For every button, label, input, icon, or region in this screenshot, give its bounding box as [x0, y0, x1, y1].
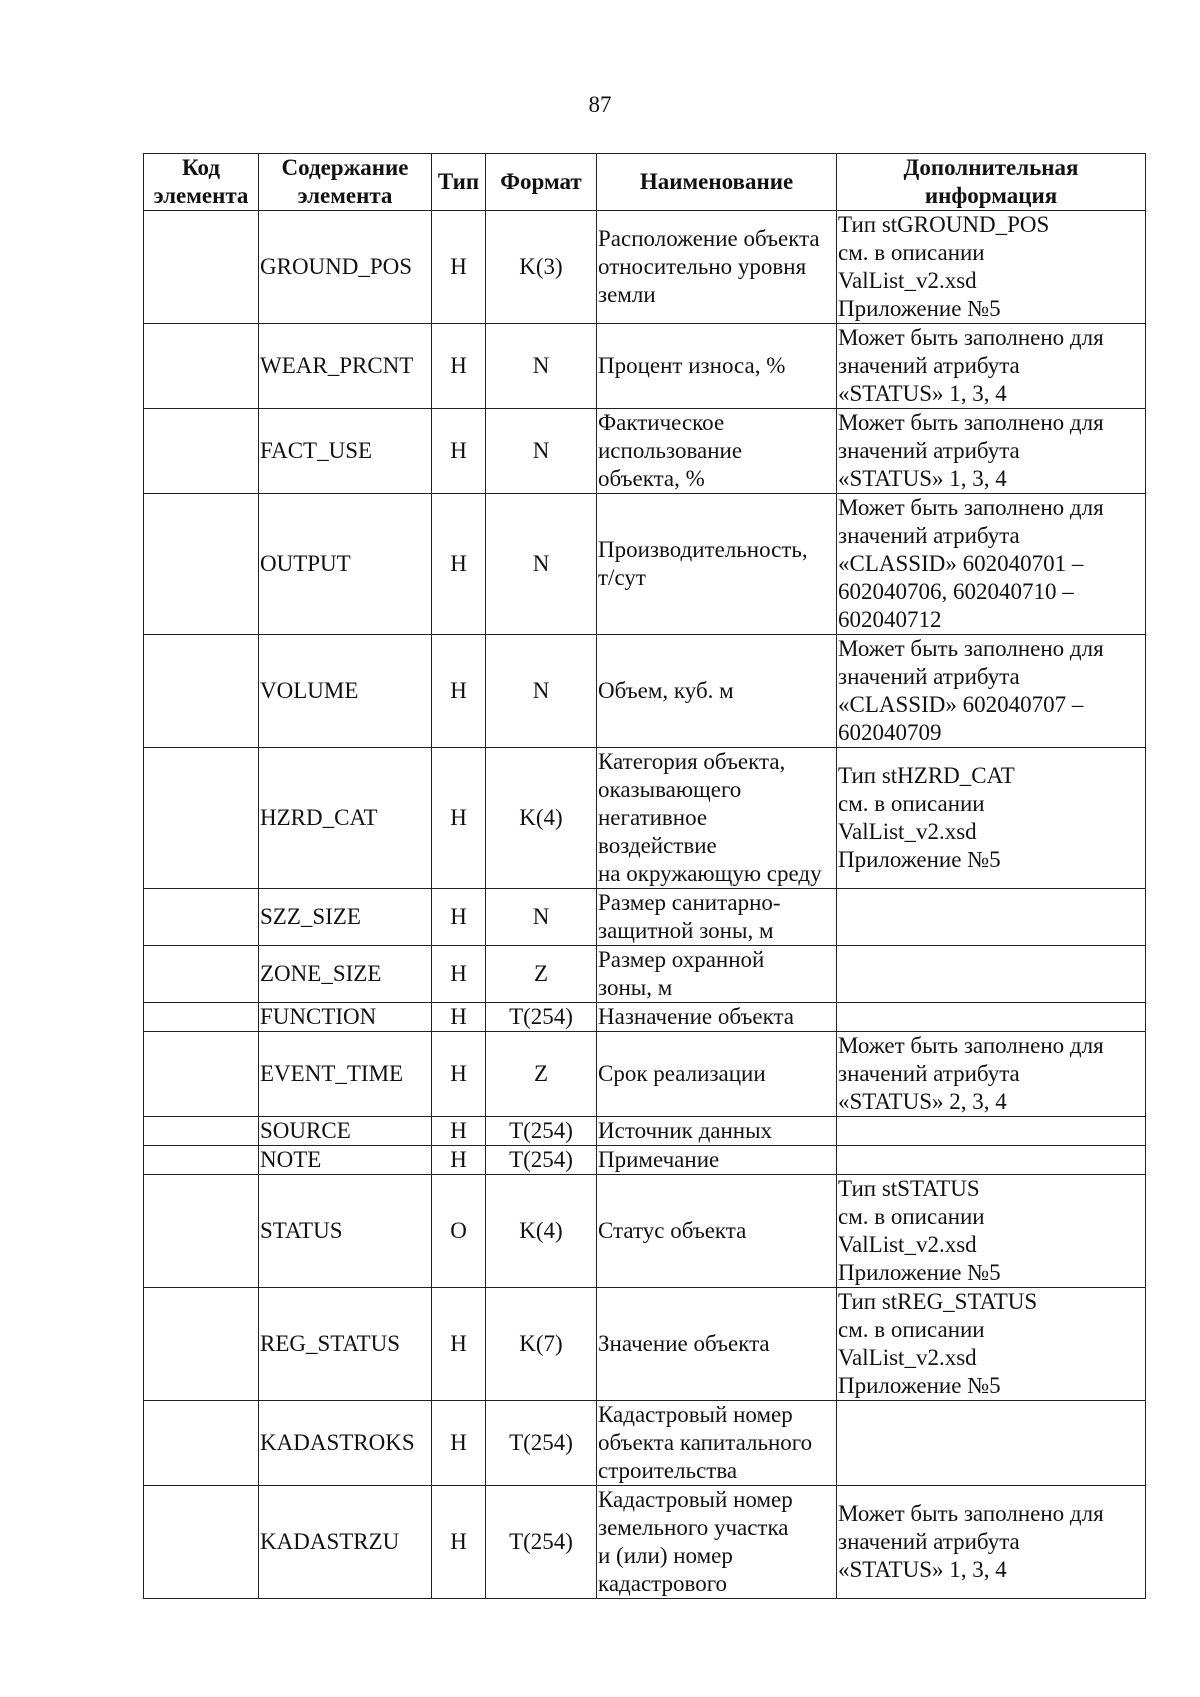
cell-code — [144, 1175, 259, 1288]
cell-name-line: относительно уровня — [598, 254, 807, 279]
cell-name-line: Кадастровый номер — [598, 1487, 793, 1512]
cell-code — [144, 211, 259, 324]
cell-type: Н — [432, 211, 486, 324]
table-row — [144, 1401, 1146, 1486]
cell-name-line: т/сут — [598, 565, 646, 590]
cell-format: Z — [486, 1032, 597, 1117]
cell-format: T(254) — [486, 1486, 597, 1599]
cell-content: REG_STATUS — [259, 1288, 432, 1401]
cell-extra — [837, 946, 1146, 1003]
cell-extra-line: 602040709 — [838, 720, 942, 745]
cell-content: STATUS — [259, 1175, 432, 1288]
cell-extra-line: ValList_v2.xsd — [838, 819, 977, 844]
cell-code — [144, 494, 259, 635]
cell-extra-line: Может быть заполнено для — [838, 495, 1104, 520]
cell-name-line: и (или) номер — [598, 1543, 733, 1568]
cell-content: ZONE_SIZE — [259, 946, 432, 1003]
cell-name — [597, 1032, 837, 1117]
cell-type: Н — [432, 1401, 486, 1486]
cell-extra — [837, 1032, 1146, 1117]
cell-name — [597, 1486, 837, 1599]
cell-extra-line: 602040712 — [838, 607, 942, 632]
attribute-table — [143, 153, 1146, 1599]
cell-name-line: земельного участка — [598, 1515, 789, 1540]
cell-name-line: строительства — [598, 1458, 738, 1483]
cell-type: О — [432, 1175, 486, 1288]
cell-extra-line: «STATUS» 1, 3, 4 — [838, 466, 1007, 491]
cell-content: FACT_USE — [259, 409, 432, 494]
cell-extra — [837, 1401, 1146, 1486]
cell-name-line: Источник данных — [598, 1118, 773, 1143]
cell-type: Н — [432, 889, 486, 946]
cell-extra-line: значений атрибута — [838, 1061, 1020, 1086]
cell-name-line: негативное — [598, 805, 708, 830]
cell-code — [144, 1401, 259, 1486]
cell-extra-line: см. в описании — [838, 791, 985, 816]
cell-type: Н — [432, 1288, 486, 1401]
table-row — [144, 946, 1146, 1003]
cell-format: K(4) — [486, 1175, 597, 1288]
cell-format: N — [486, 409, 597, 494]
header-content: Содержание элемента — [259, 154, 432, 211]
cell-name-line: использование — [598, 438, 743, 463]
cell-extra-line: Приложение №5 — [838, 296, 1001, 321]
cell-extra-line: «STATUS» 1, 3, 4 — [838, 1557, 1007, 1582]
header-code: Код элемента — [144, 154, 259, 211]
cell-extra-line: Тип stHZRD_CAT — [838, 763, 1015, 788]
cell-extra — [837, 409, 1146, 494]
cell-name — [597, 409, 837, 494]
cell-extra-line: значений атрибута — [838, 438, 1020, 463]
cell-content: HZRD_CAT — [259, 748, 432, 889]
cell-type: Н — [432, 1032, 486, 1117]
table-row — [144, 1117, 1146, 1146]
cell-code — [144, 409, 259, 494]
cell-name-line: Процент износа, % — [598, 353, 786, 378]
cell-format: N — [486, 324, 597, 409]
cell-name-line: на окружающую среду — [598, 861, 822, 886]
cell-format: Z — [486, 946, 597, 1003]
table-row — [144, 494, 1146, 635]
table-row — [144, 1032, 1146, 1117]
cell-format: K(7) — [486, 1288, 597, 1401]
table-row — [144, 324, 1146, 409]
cell-name — [597, 748, 837, 889]
cell-extra-line: см. в описании — [838, 1317, 985, 1342]
cell-name — [597, 1117, 837, 1146]
cell-content: GROUND_POS — [259, 211, 432, 324]
cell-extra-line: см. в описании — [838, 1204, 985, 1229]
cell-content: NOTE — [259, 1146, 432, 1175]
cell-code — [144, 946, 259, 1003]
cell-content: VOLUME — [259, 635, 432, 748]
cell-name — [597, 494, 837, 635]
cell-format: N — [486, 494, 597, 635]
cell-extra-line: Приложение №5 — [838, 1260, 1001, 1285]
cell-content: SZZ_SIZE — [259, 889, 432, 946]
cell-name — [597, 1175, 837, 1288]
cell-name-line: Примечание — [598, 1147, 720, 1172]
cell-format: T(254) — [486, 1401, 597, 1486]
cell-content: KADASTROKS — [259, 1401, 432, 1486]
cell-code — [144, 748, 259, 889]
cell-name — [597, 1401, 837, 1486]
table-header-row — [144, 154, 1146, 211]
cell-name — [597, 889, 837, 946]
table-row — [144, 889, 1146, 946]
cell-name-line: Срок реализации — [598, 1061, 766, 1086]
cell-extra-line: 602040706, 602040710 – — [838, 579, 1074, 604]
table-row — [144, 635, 1146, 748]
cell-extra — [837, 748, 1146, 889]
cell-name — [597, 1288, 837, 1401]
cell-extra-line: Может быть заполнено для — [838, 1501, 1104, 1526]
cell-content: EVENT_TIME — [259, 1032, 432, 1117]
cell-name-line: Категория объекта, — [598, 749, 786, 774]
cell-name-line: Значение объекта — [598, 1331, 770, 1356]
cell-name-line: зоны, м — [598, 975, 673, 1000]
cell-extra-line: «CLASSID» 602040701 – — [838, 551, 1084, 576]
cell-name-line: Производительность, — [598, 537, 808, 562]
cell-extra-line: см. в описании — [838, 240, 985, 265]
cell-code — [144, 635, 259, 748]
cell-code — [144, 1486, 259, 1599]
cell-extra-line: ValList_v2.xsd — [838, 1345, 977, 1370]
cell-extra — [837, 1146, 1146, 1175]
cell-extra-line: ValList_v2.xsd — [838, 1232, 977, 1257]
cell-name-line: Фактическое — [598, 410, 725, 435]
cell-name — [597, 1003, 837, 1032]
cell-code — [144, 1146, 259, 1175]
cell-name-line: объекта, % — [598, 466, 705, 491]
cell-format: T(254) — [486, 1146, 597, 1175]
cell-code — [144, 1288, 259, 1401]
cell-extra — [837, 211, 1146, 324]
cell-name — [597, 946, 837, 1003]
cell-code — [144, 324, 259, 409]
cell-name — [597, 324, 837, 409]
cell-name — [597, 1146, 837, 1175]
cell-format: K(3) — [486, 211, 597, 324]
header-extra: Дополнительная информация — [837, 154, 1146, 211]
table-row — [144, 1288, 1146, 1401]
cell-extra-line: Тип stGROUND_POS — [838, 212, 1050, 237]
cell-name — [597, 211, 837, 324]
cell-extra-line: Приложение №5 — [838, 1373, 1001, 1398]
cell-name-line: кадастрового — [598, 1571, 728, 1596]
cell-format: T(254) — [486, 1003, 597, 1032]
cell-extra-line: Приложение №5 — [838, 847, 1001, 872]
cell-code — [144, 1117, 259, 1146]
cell-content: KADASTRZU — [259, 1486, 432, 1599]
table-row — [144, 1146, 1146, 1175]
cell-extra — [837, 1486, 1146, 1599]
cell-type: Н — [432, 409, 486, 494]
cell-extra-line: Может быть заполнено для — [838, 410, 1104, 435]
cell-extra-line: Может быть заполнено для — [838, 325, 1104, 350]
cell-extra-line: Может быть заполнено для — [838, 1033, 1104, 1058]
cell-name-line: оказывающего — [598, 777, 742, 802]
cell-extra-line: значений атрибута — [838, 523, 1020, 548]
cell-name-line: защитной зоны, м — [598, 918, 774, 943]
cell-name-line: Объем, куб. м — [598, 678, 734, 703]
cell-content: FUNCTION — [259, 1003, 432, 1032]
cell-name-line: земли — [598, 282, 656, 307]
cell-content: SOURCE — [259, 1117, 432, 1146]
cell-extra — [837, 1175, 1146, 1288]
cell-type: Н — [432, 635, 486, 748]
cell-name — [597, 635, 837, 748]
cell-extra-line: «STATUS» 2, 3, 4 — [838, 1089, 1007, 1114]
cell-content: WEAR_PRCNT — [259, 324, 432, 409]
header-name: Наименование — [597, 154, 837, 211]
header-type: Тип — [432, 154, 486, 211]
cell-extra-line: «STATUS» 1, 3, 4 — [838, 381, 1007, 406]
cell-extra-line: значений атрибута — [838, 664, 1020, 689]
cell-code — [144, 889, 259, 946]
cell-extra-line: значений атрибута — [838, 353, 1020, 378]
cell-type: Н — [432, 748, 486, 889]
cell-format: K(4) — [486, 748, 597, 889]
cell-extra — [837, 1288, 1146, 1401]
cell-type: Н — [432, 1146, 486, 1175]
cell-name-line: Статус объекта — [598, 1218, 747, 1243]
header-format: Формат — [486, 154, 597, 211]
cell-type: Н — [432, 946, 486, 1003]
cell-extra — [837, 889, 1146, 946]
cell-extra — [837, 1117, 1146, 1146]
table-row — [144, 211, 1146, 324]
cell-extra-line: значений атрибута — [838, 1529, 1020, 1554]
cell-extra-line: ValList_v2.xsd — [838, 268, 977, 293]
cell-type: Н — [432, 1486, 486, 1599]
cell-extra-line: Тип stSTATUS — [838, 1176, 980, 1201]
table-row — [144, 748, 1146, 889]
table-body — [144, 211, 1146, 1599]
cell-format: N — [486, 889, 597, 946]
cell-extra-line: «CLASSID» 602040707 – — [838, 692, 1084, 717]
cell-format: T(254) — [486, 1117, 597, 1146]
cell-extra — [837, 494, 1146, 635]
cell-content: OUTPUT — [259, 494, 432, 635]
cell-format: N — [486, 635, 597, 748]
cell-code — [144, 1032, 259, 1117]
page-number: 87 — [588, 92, 612, 117]
cell-type: Н — [432, 1003, 486, 1032]
cell-name-line: Назначение объекта — [598, 1004, 794, 1029]
cell-type: Н — [432, 324, 486, 409]
table-row — [144, 409, 1146, 494]
cell-extra — [837, 324, 1146, 409]
cell-name-line: Расположение объекта — [598, 226, 820, 251]
cell-name-line: Размер охранной — [598, 947, 765, 972]
cell-code — [144, 1003, 259, 1032]
cell-extra-line: Тип stREG_STATUS — [838, 1289, 1038, 1314]
cell-name-line: объекта капитального — [598, 1430, 813, 1455]
cell-extra — [837, 635, 1146, 748]
cell-name-line: воздействие — [598, 833, 717, 858]
cell-type: Н — [432, 1117, 486, 1146]
cell-name-line: Размер санитарно- — [598, 890, 781, 915]
cell-name-line: Кадастровый номер — [598, 1402, 793, 1427]
table-row — [144, 1175, 1146, 1288]
table-row — [144, 1003, 1146, 1032]
cell-extra — [837, 1003, 1146, 1032]
cell-extra-line: Может быть заполнено для — [838, 636, 1104, 661]
table-row — [144, 1486, 1146, 1599]
cell-type: Н — [432, 494, 486, 635]
